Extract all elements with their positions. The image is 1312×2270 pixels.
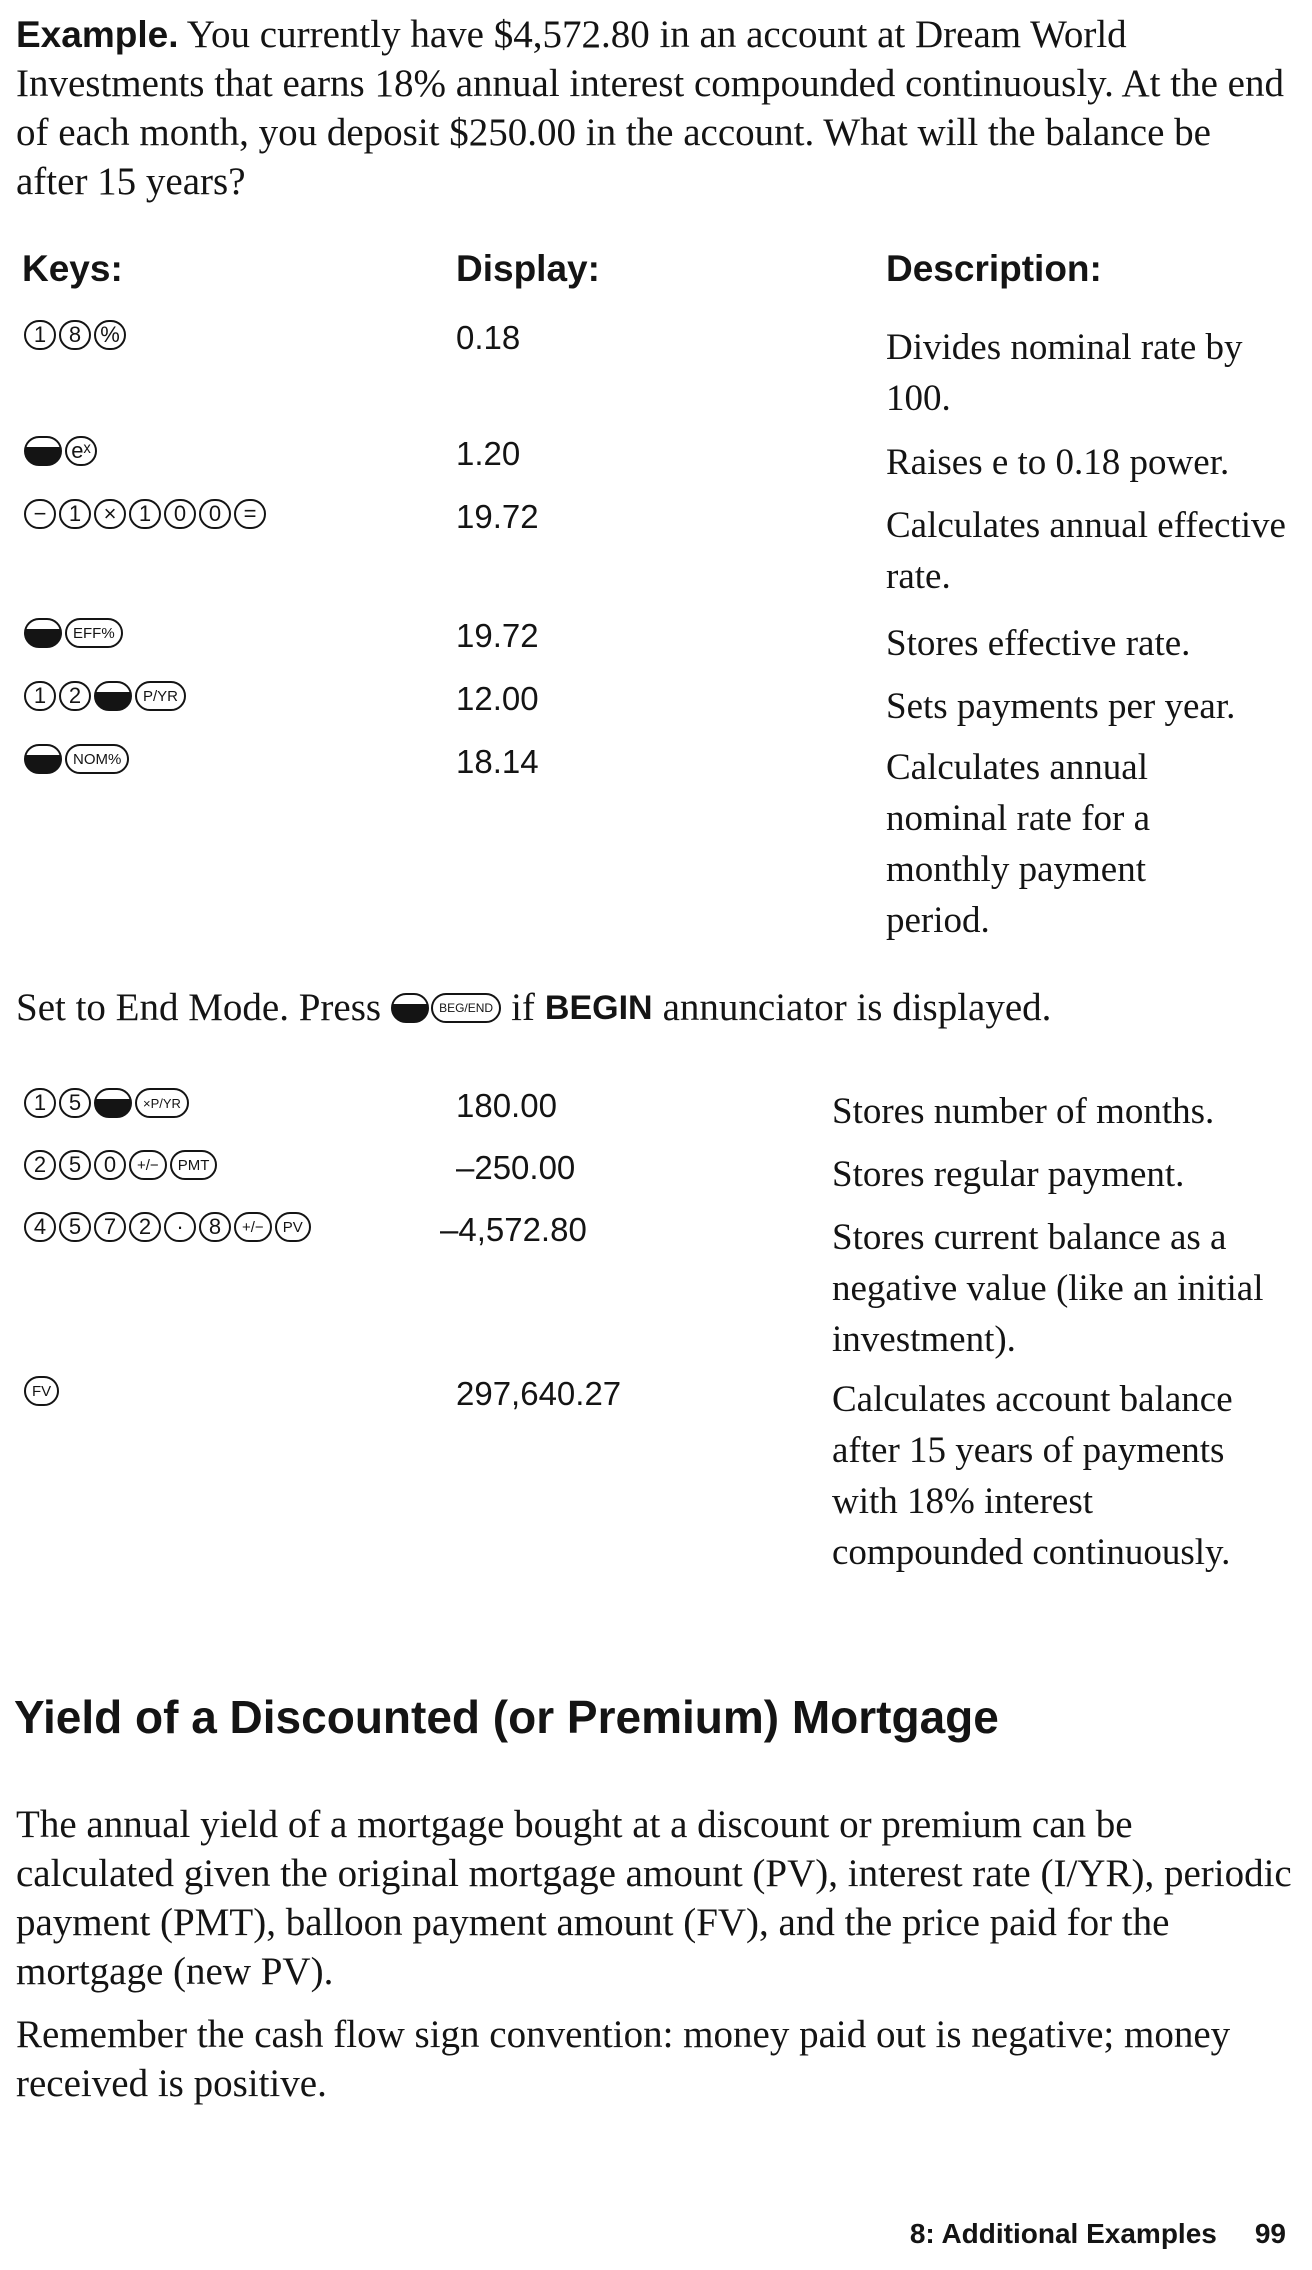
shift-key-icon <box>391 993 429 1023</box>
description: Raises e to 0.18 power. <box>886 442 1230 483</box>
key-2: 2 <box>24 1150 56 1180</box>
footer-chapter: 8: Additional Examples <box>909 2218 1217 2249</box>
key-1: 1 <box>59 499 91 529</box>
key-multiply: × <box>94 499 126 529</box>
description: Sets payments per year. <box>886 686 1236 727</box>
keystroke-sequence <box>24 742 129 776</box>
key-7: 7 <box>94 1212 126 1242</box>
key-change-sign: +/− <box>129 1150 167 1180</box>
key-eff: EFF% <box>65 618 123 648</box>
display-header: Display: <box>456 248 600 289</box>
display-value: –4,572.80 <box>440 1211 587 1248</box>
description: Calculates annual effective rate. <box>886 505 1286 597</box>
key-0: 0 <box>199 499 231 529</box>
display-value: 0.18 <box>456 319 521 356</box>
key-pyr: P/YR <box>135 681 186 711</box>
instruction-text: if <box>511 986 535 1029</box>
key-5: 5 <box>59 1150 91 1180</box>
key-1: 1 <box>129 499 161 529</box>
key-fv: FV <box>24 1376 59 1406</box>
keystroke-sequence <box>24 616 123 650</box>
key-5: 5 <box>59 1212 91 1242</box>
keystroke-sequence <box>24 1086 189 1120</box>
key-change-sign: +/− <box>234 1212 272 1242</box>
keystroke-sequence <box>24 318 126 352</box>
instruction-text: annunciator is displayed. <box>662 986 1052 1029</box>
example-lead: Example. <box>16 14 179 55</box>
description: Stores number of months. <box>832 1091 1215 1132</box>
shift-key-icon <box>94 1088 132 1118</box>
page-number: 99 <box>1254 2218 1286 2249</box>
keystroke-sequence <box>24 679 186 713</box>
key-2: 2 <box>59 681 91 711</box>
end-mode-instruction <box>16 985 1051 1031</box>
description-header: Description: <box>886 248 1102 289</box>
keystroke-sequence <box>24 497 266 531</box>
description: Divides nominal rate by 100. <box>886 327 1243 419</box>
key-exp: eˣ <box>65 436 97 466</box>
shift-key-icon <box>24 436 62 466</box>
display-value: 19.72 <box>456 617 539 654</box>
key-5: 5 <box>59 1088 91 1118</box>
keystroke-sequence <box>24 1210 311 1244</box>
key-1: 1 <box>24 681 56 711</box>
example-paragraph <box>16 10 1286 206</box>
key-xpyr: ×P/YR <box>135 1088 189 1118</box>
key-minus: − <box>24 499 56 529</box>
begin-annunciator: BEGIN <box>544 989 653 1027</box>
key-0: 0 <box>94 1150 126 1180</box>
description: Stores current balance as a negative value (like an initial investment). <box>832 1217 1264 1360</box>
keystroke-sequence <box>24 1148 217 1182</box>
description: Stores effective rate. <box>886 623 1191 664</box>
display-value: 1.20 <box>456 435 521 472</box>
key-4: 4 <box>24 1212 56 1242</box>
example-text: You currently have $4,572.80 in an account at Dream World Investments that earns 18% annual interest compounded continuously. At the end of each month, you deposit $250.00 in the account. What will the balance be after 15 years? <box>16 13 1284 203</box>
display-value: 12.00 <box>456 680 539 717</box>
display-value: 19.72 <box>456 498 539 535</box>
description: Stores regular payment. <box>832 1154 1185 1195</box>
page-footer <box>910 2218 1286 2250</box>
key-2: 2 <box>129 1212 161 1242</box>
shift-key-icon <box>94 681 132 711</box>
key-0: 0 <box>164 499 196 529</box>
key-8: 8 <box>59 320 91 350</box>
key-1: 1 <box>24 320 56 350</box>
key-pmt: PMT <box>170 1150 218 1180</box>
beg-end-keystroke <box>391 993 501 1023</box>
key-pv: PV <box>275 1212 311 1242</box>
key-8: 8 <box>199 1212 231 1242</box>
shift-key-icon <box>24 618 62 648</box>
key-beg-end: BEG/END <box>431 993 501 1023</box>
key-equals: = <box>234 499 266 529</box>
display-value: 180.00 <box>456 1087 557 1124</box>
display-value: 297,640.27 <box>456 1375 622 1412</box>
keystroke-sequence <box>24 434 97 468</box>
display-value: 18.14 <box>456 743 539 780</box>
shift-key-icon <box>24 744 62 774</box>
description: Calculates account balance after 15 years of payments with 18% interest compounded continuously. <box>832 1379 1233 1573</box>
body-paragraph: The annual yield of a mortgage bought at a discount or premium can be calculated given the original mortgage amount (PV), interest rate (I/YR), periodic payment (PMT), balloon payment amount (FV), and the price paid for the mortgage (new PV). <box>16 1803 1292 1993</box>
description: Calculates annual nominal rate for a monthly payment period. <box>886 747 1151 941</box>
display-value: –250.00 <box>456 1149 576 1186</box>
section-title: Yield of a Discounted (or Premium) Mortgage <box>14 1691 999 1743</box>
key-nom: NOM% <box>65 744 129 774</box>
key-decimal: · <box>164 1212 196 1242</box>
keys-header: Keys: <box>22 248 123 289</box>
keystroke-sequence <box>24 1374 59 1408</box>
key-1: 1 <box>24 1088 56 1118</box>
body-paragraph: Remember the cash flow sign convention: money paid out is negative; money received is positive. <box>16 2013 1231 2105</box>
instruction-text: Set to End Mode. Press <box>16 986 382 1029</box>
key-percent: % <box>94 320 126 350</box>
